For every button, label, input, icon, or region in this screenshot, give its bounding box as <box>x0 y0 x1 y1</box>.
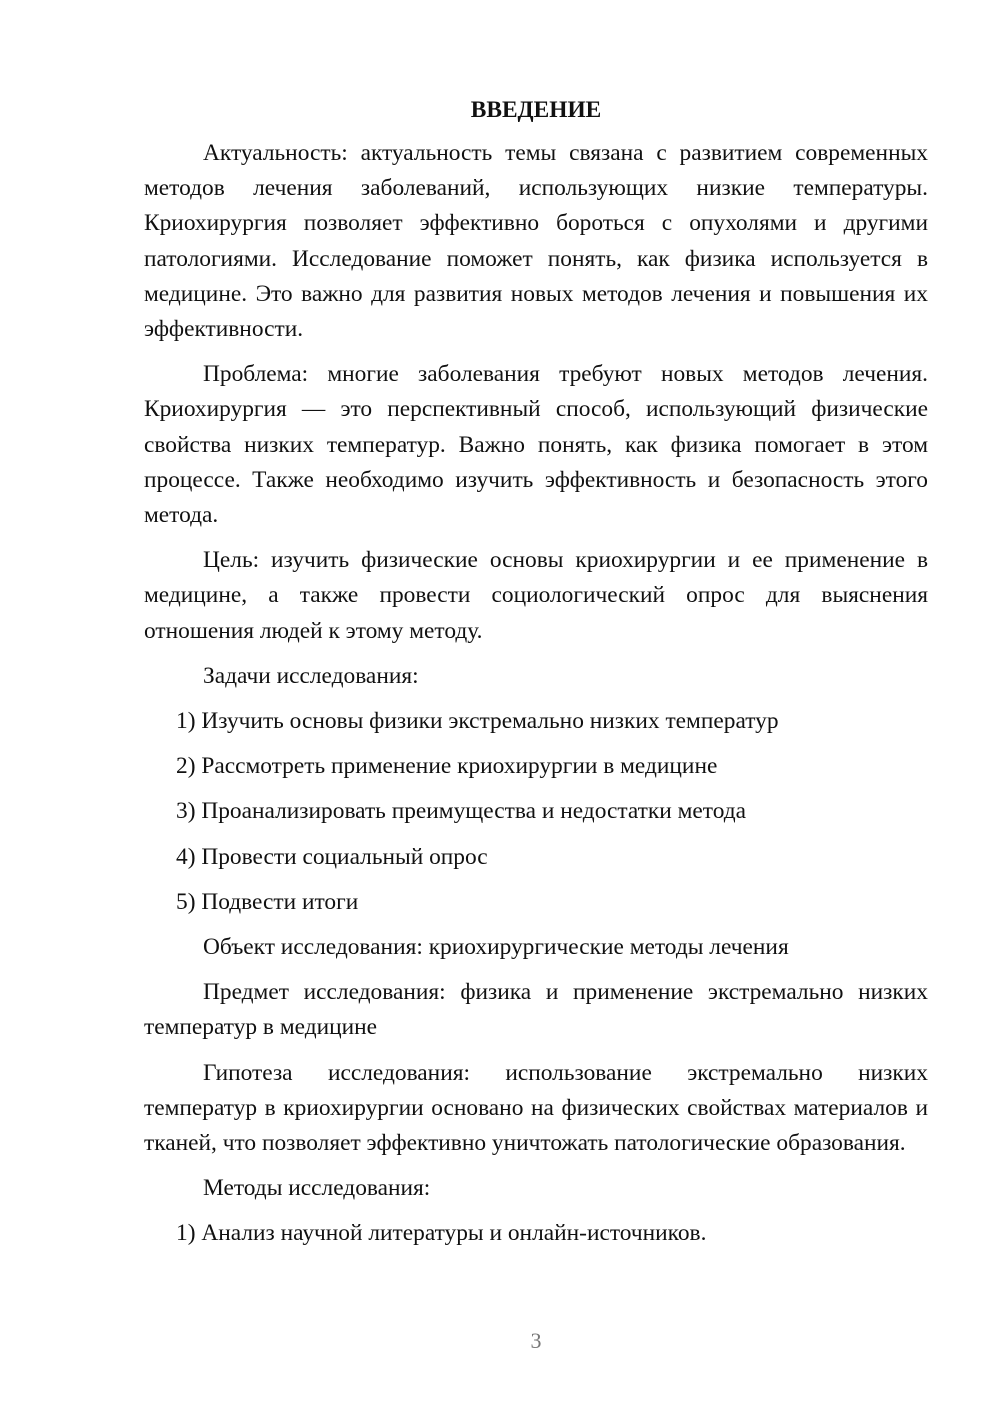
list-item: 1) Изучить основы физики экстремально низких температур <box>176 708 779 735</box>
section-title: ВВЕДЕНИЕ <box>470 97 602 123</box>
list-item: 4) Провести социальный опрос <box>176 843 488 870</box>
goal-paragraph: Цель: изучить физические основы криохирургии и ее применение в медицине, а также провести социологический опрос для выяснения отношения людей к этому методу. <box>144 547 928 644</box>
list-item: 5) Подвести итоги <box>176 888 359 915</box>
tasks-heading: Задачи исследования: <box>203 662 419 689</box>
list-item: 2) Рассмотреть применение криохирургии в медицине <box>176 753 718 780</box>
list-item: 3) Проанализировать преимущества и недостатки метода <box>176 798 746 825</box>
list-item: 1) Анализ научной литературы и онлайн-источников. <box>176 1220 707 1247</box>
object-paragraph: Объект исследования: криохирургические методы лечения <box>203 934 789 961</box>
methods-heading: Методы исследования: <box>203 1175 431 1202</box>
document-page <box>144 90 928 1262</box>
problem-paragraph: Проблема: многие заболевания требуют новых методов лечения. Криохирургия — это перспективный способ, использующий физические свойства низких температур. Важно понять, как физика помогает в этом процессе. Также необходимо изучить эффективность и безопасность этого метода. <box>144 361 928 529</box>
methods-list <box>144 1216 928 1251</box>
hypothesis-paragraph: Гипотеза исследования: использование экстремально низких температур в криохирургии основано на физических свойствах материалов и тканей, что позволяет эффективно уничтожать патологические образования. <box>144 1059 928 1157</box>
page-number: 3 <box>530 1328 542 1353</box>
subject-paragraph: Предмет исследования: физика и применение экстремально низких температур в медицине <box>144 979 928 1041</box>
relevance-paragraph: Актуальность: актуальность темы связана с развитием современных методов лечения заболеваний, использующих низкие температуры. Криохирургия позволяет эффективно бороться с опухолями и другими патологиями. Исследование поможет понять, как физика используется в медицине. Это важно для развития новых методов лечения и повышения их эффективности. <box>144 140 928 343</box>
tasks-list <box>144 704 928 920</box>
